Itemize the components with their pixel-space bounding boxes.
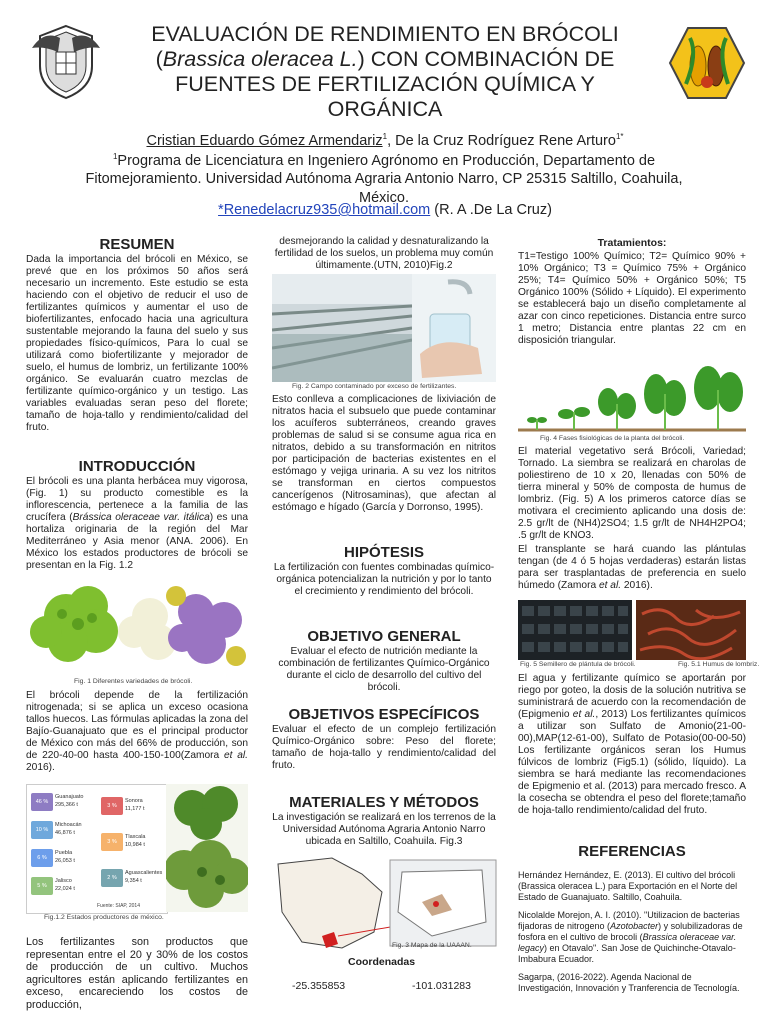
tratamientos-heading: Tratamientos:	[597, 237, 667, 249]
resumen-heading: RESUMEN	[99, 236, 175, 253]
state-percent-badge: 3 %	[101, 797, 123, 815]
author-2-sup: 1*	[615, 132, 624, 141]
intro-p2-text: El brócoli depende de la fertilización nitrogenada; si se aplica un exceso ocasiona tallos huecos. Las fórmulas aplicadas la zona del Bajío-Guanajuato que es el principal productor de México con más del 66% de producción, son de 220-40-00 hasta 400-150-100(Zamora	[26, 690, 248, 761]
fig12-source: Fuente: SIAP, 2014	[97, 903, 140, 909]
state-value: 10,984 t	[125, 842, 145, 848]
state-entry	[31, 875, 95, 899]
reference-1: Hernández Hernández, E. (2013). El cultivo del brócoli (Brassica oleracea L.) para Exportación en el Norte del Estado de Guanajuato. Saltillo, Coahuila.	[518, 870, 738, 902]
hipotesis-text: La fertilización con fuentes combinadas químico-orgánica potencializan la nutrición y por lo tanto el crecimiento y rendimiento del brócoli.	[273, 562, 495, 597]
title-line: EVALUACIÓN DE RENDIMIENTO EN BRÓCOLI	[151, 22, 619, 46]
fig1-caption: Fig. 1 Diferentes variedades de brócoli.	[74, 678, 193, 685]
riego-text: , 2013) Los fertilizantes químicos a utilizar son Sulfato de Amonio(21-00-00),MAP(12-61-00), Sulfato de Potasio(00-00-50) Los fertilizante orgánicos seran los Humus fúlvicos de lombriz (Fig5.1) (sólido, líquido). La siembra se hará mediante las recomendaciones de Epigmenio et al. (2013) para mercado fresco. A la cosecha se obtendra el peso del florete;tamaño de hoja-tallo rendimiento/calidad del fruto.	[518, 709, 746, 816]
fig12-producing-states-infographic	[26, 784, 168, 914]
state-percent-badge: 3 %	[101, 833, 123, 851]
col2-continuation: desmejorando la calidad y desnaturalizando la fertilidad de los suelos, un problema muy común últimamente.(UTN, 2010)Fig.2	[274, 236, 494, 271]
objetivos-especificos-heading: OBJETIVOS ESPECÍFICOS	[288, 706, 480, 723]
fig4-plant-phases-image	[518, 362, 746, 434]
reference-2	[518, 910, 746, 965]
objetivo-general-text: Evaluar el efecto de nutrición mediante la combinación de fertilizantes Químico-Orgánico durante el ciclo de desarrollo del cultivo del brócoli.	[278, 646, 490, 693]
state-percent-badge: 10 %	[31, 821, 53, 839]
title-paren: (	[155, 47, 163, 71]
state-name: Puebla	[55, 850, 73, 856]
col2-nitrate-paragraph: Esto conlleva a complicaciones de lixiviación de nitratos hacia el subsuelo que puede contaminar los acuíferos subterráneos, creando graves problemas de salud si se consume agua rica en nitratos, debido a su transformación en nitritos por participación de bacterias existentes en el estómago y vejiga urinaria. A su vez los nitritos se transforman en ciertos compuestos cancerígenos (Nitrosaminas), que afectan al estómago e hígado (García y Dorronso, 1995).	[272, 394, 496, 513]
trasplante-text: El transplante se hará cuando las plántulas tengan (de 4 ó 5 hojas verdaderas) estarán listas para ser trasplantadas de preferencia en suelo húmedo (Zamora	[518, 544, 746, 591]
state-value: 46,876 t	[55, 830, 75, 836]
objetivos-especificos-text: Evaluar el efecto de un complejo fertilización Químico-Orgánico sobre: Peso del florete; tamaño de hoja-tallo y rendimiento/calidad del fruto.	[272, 724, 496, 771]
reference-2-text: ) en Otavalo". San Jose de Quichinche-Otavalo-Imbabura Ecuador.	[518, 943, 736, 964]
affiliation-sup: 1	[112, 152, 118, 161]
state-name: Tlaxcala	[125, 834, 146, 840]
intro-p2-text: 2016).	[26, 762, 55, 773]
intro-p1-species: Brássica oleraceae var. itálica	[72, 512, 210, 523]
title-line	[130, 47, 640, 72]
fig12-broccoli-photo	[166, 784, 248, 912]
reference-2-italic: Brassica oleraceae var. legacy	[518, 932, 737, 953]
col3-trasplante-paragraph	[518, 544, 746, 592]
fig2-caption: Fig. 2 Campo contaminado por exceso de fertilizantes.	[292, 383, 457, 390]
state-name: Jalisco	[55, 878, 72, 884]
state-entry	[31, 819, 95, 843]
reference-3: Sagarpa, (2016-2022). Agenda Nacional de Investigación, Innovación y Tranferencia de Tecnología.	[518, 972, 740, 993]
state-percent-badge: 5 %	[31, 877, 53, 895]
longitude-value: -101.031283	[412, 980, 471, 992]
state-value: 22,024 t	[55, 886, 75, 892]
state-value: 26,053 t	[55, 858, 75, 864]
fig2-contaminated-field-image	[272, 274, 496, 382]
introduccion-p3: Los fertilizantes son productos que representan entre el 20 y 30% de los costos de producción de un cultivo. Muchos agricultores están aplicando fertilizantes en exceso, encareciendo los costos de producción,	[26, 936, 248, 1011]
hipotesis-heading: HIPÓTESIS	[343, 544, 425, 561]
authors	[60, 128, 710, 150]
tratamientos-text: T1=Testigo 100% Químico; T2= Químico 90% + 10% Orgánico; T3 = Químico 75% + Orgánico 25%; T4= Químico 50% + Orgánico 50%; T5 Orgánico 100% (Sólido + Líquido). El experimento se establecerá bajo un diseño completamente al azar con cinco repeticiones. Distancia entre surco 1 metro; Distancia entre plantas 22 cm en disposición triangular.	[518, 251, 746, 346]
email-link[interactable]: *Renedelacruz935@hotmail.com	[218, 202, 431, 218]
contact-email	[90, 202, 680, 218]
author-1-sup: 1	[382, 132, 388, 141]
title-species: Brassica oleracea L.	[162, 47, 358, 71]
state-percent-badge: 2 %	[101, 869, 123, 887]
department-hexagon-logo	[668, 24, 746, 102]
affiliation-line: Fitomejoramiento. Universidad Autónoma Agraria Antonio Narro, CP 25315 Saltillo, Coahuila,	[85, 171, 683, 188]
coordinates-heading: Coordenadas	[348, 956, 416, 968]
affiliation-line: México.	[359, 189, 409, 206]
riego-text: El agua y fertilizante químico se aportarán por riego por goteo, la dosis de la solución nutritiva se suministrará de acuerdo con la recomendación de (Epigmenio	[518, 673, 746, 720]
materiales-text: La investigación se realizará en los terrenos de la Universidad Autónoma Agraria Antonio Narro ubicada en Saltillo, Coahuila. Fig.3	[272, 812, 496, 847]
intro-p1-text: ) es una hortaliza originaria de la región del Mar Mediterráneo y Asia menor (ANA. 2006). En México los estados productores de brócoli se presentan en la Fig. 1.2	[26, 512, 249, 571]
state-entry	[101, 795, 165, 819]
state-value: 11,177 t	[125, 806, 145, 812]
introduccion-p1	[26, 476, 248, 572]
poster-title	[130, 22, 640, 122]
riego-etal: et al.	[572, 709, 596, 720]
author-2: , De la Cruz Rodríguez Rene Arturo	[387, 132, 616, 149]
latitude-value: -25.355853	[292, 980, 346, 992]
fig5-seedling-tray-image	[518, 600, 632, 660]
fig51-caption: Fig. 5.1 Humus de lombriz.	[678, 661, 760, 668]
fig3-uaaan-map	[272, 852, 500, 952]
state-entry	[31, 791, 95, 815]
resumen-text: Dada la importancia del brócoli en México, se prevé que en los próximos 50 años será necesario un incremento. Este estudio se esta haciendo con el objetivo de reducir el uso de fertilizantes químicos y aumentar el uso de biofertilizantes, enfocado hacia una agricultura sustentable mejorando la fauna del suelo y sus propiedades físico-químicos, Para lo cual se utilizará como biofertilizante y mejorador de suelo, el humus de lombriz, un fertilizante 100% orgánico. Se evaluarán cuatro mezclas de fertilizante químico-orgánico y un testigo. Las variables evaluadas seran peso del florete; tamaño de hoja-tallo y rendimiento/calidad del fruto.	[26, 254, 248, 433]
fig12-caption: Fig.1.2 Estados productores de méxico.	[44, 914, 164, 921]
introduccion-heading: INTRODUCCIÓN	[78, 458, 196, 475]
materiales-heading: MATERIALES Y MÉTODOS	[289, 794, 479, 811]
trasplante-etal: et al.	[598, 580, 622, 591]
introduccion-p2	[26, 690, 248, 774]
state-name: Aguascalientes	[125, 870, 163, 876]
intro-p1-text: El brócoli es una planta herbácea muy vigorosa,(Fig. 1) su producto comestible es la inflorescencia, pertenece a la familia de las crucífera (	[26, 476, 248, 523]
reference-2-text: Nicolalde Morejon, A. I. (2010). "Utilizacion de bacterias fijadoras de nitrogeno (	[518, 910, 740, 931]
affiliation-line: Programa de Licenciatura en Ingeniero Agrónomo en Producción, Departamento de	[117, 152, 656, 169]
state-name: Guanajuato	[55, 794, 84, 800]
reference-2-italic: Azotobacter	[610, 921, 659, 931]
state-entry	[101, 831, 165, 855]
referencias-heading: REFERENCIAS	[578, 843, 686, 860]
fig4-caption: Fig. 4 Fases fisiológicas de la planta del brócoli.	[540, 435, 685, 442]
fig1-broccoli-varieties-image	[26, 576, 248, 676]
state-percent-badge: 6 %	[31, 849, 53, 867]
objetivo-general-heading: OBJETIVO GENERAL	[307, 628, 461, 645]
state-value: 295,366 t	[55, 802, 78, 808]
col3-riego-paragraph	[518, 673, 746, 817]
state-name: Michoacán	[55, 822, 82, 828]
email-suffix: (R. A .De La Cruz)	[430, 202, 552, 218]
reference-2-text: ) y solubilizadoras de fosfora en el cultivo de brocoli (	[518, 921, 743, 942]
fig5-caption: Fig. 5 Semillero de plántula de brócoli.	[520, 661, 636, 668]
state-entry	[101, 867, 165, 891]
state-entry	[31, 847, 95, 871]
affiliation	[18, 148, 750, 207]
title-text: ) CON COMBINACIÓN DE	[357, 47, 615, 71]
university-seal-logo	[30, 22, 102, 102]
col3-material-paragraph: El material vegetativo será Brócoli, Variedad; Tornado. La siembra se realizará en charolas de poliestireno de 10 x 20, llenadas con 50% de tierra mineral y 50% de composta de humus de lombriz. (Fig. 5) A los primeros catorce días se motivara el crecimiento aplicando una dosis de: 2.5 gr/lt de (NH4)2SO4; 1.5 gr/lt de NH4H2PO4; .5 gr/lt de KNO3.	[518, 446, 746, 541]
trasplante-text: 2016).	[621, 580, 653, 591]
fig3-caption: Fig. 3 Mapa de la UAAAN.	[392, 942, 472, 949]
state-value: 9,354 t	[125, 878, 142, 884]
state-percent-badge: 46 %	[31, 793, 53, 811]
fig51-worm-humus-image	[636, 600, 746, 660]
title-line: FUENTES DE FERTILIZACIÓN QUÍMICA Y	[175, 72, 595, 96]
intro-p2-etal: et al.	[223, 750, 248, 761]
state-name: Sonora	[125, 798, 143, 804]
author-1: Cristian Eduardo Gómez Armendariz	[146, 132, 383, 149]
title-line: ORGÁNICA	[327, 97, 443, 121]
